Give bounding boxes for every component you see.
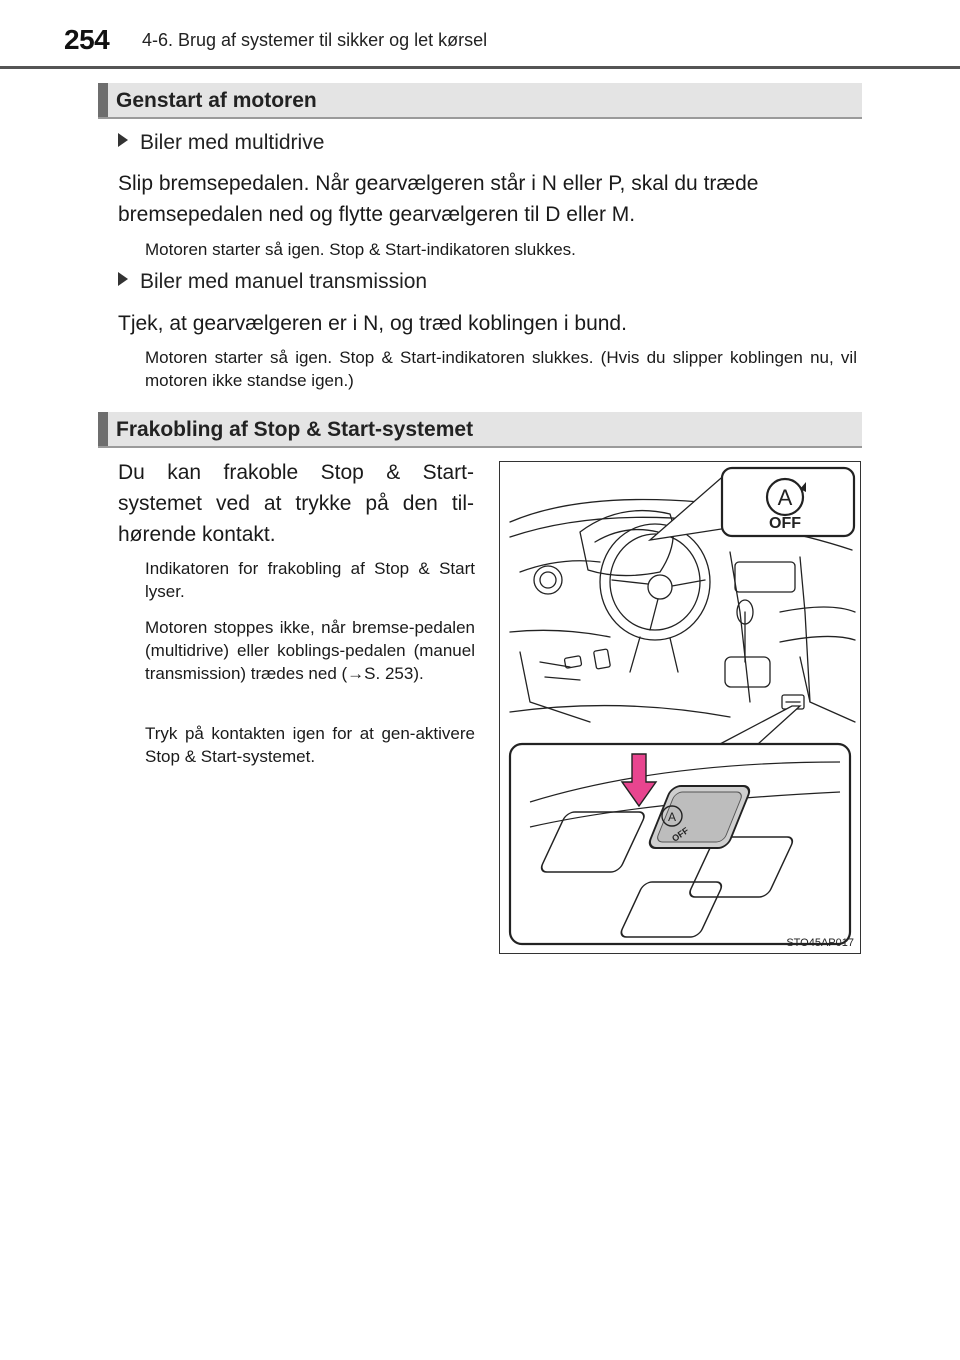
body-disable: Du kan frakoble Stop & Start-systemet ved at trykke på den til-hørende kontakt. — [118, 461, 474, 546]
figure-code: STO45AP017 — [786, 937, 854, 949]
section-title: Frakobling af Stop & Start-systemet — [116, 418, 474, 441]
button-letter: A — [777, 485, 793, 510]
subheading-multidrive — [118, 131, 324, 155]
page-number: 254 — [64, 24, 110, 55]
page-header — [0, 0, 960, 70]
callout-off-switch-detail — [510, 706, 850, 944]
section-title: Genstart af motoren — [116, 89, 317, 112]
small-button-text: OFF — [670, 825, 691, 844]
body-multidrive — [118, 168, 863, 230]
body-manual: Tjek, at gearvælgeren er i N, og træd koblingen i bund. — [118, 312, 627, 335]
small-button-letter: A — [667, 810, 677, 824]
section-heading-disable — [98, 412, 862, 448]
note-reactivate: Tryk på kontakten igen for at gen-aktivere Stop & Start-systemet. — [145, 724, 475, 766]
chapter-title: 4-6. Brug af systemer til sikker og let kørsel — [142, 30, 488, 50]
illustration-drawing — [500, 462, 861, 954]
body-line: bremsepedalen ned og flytte gearvælgeren til D eller M. — [118, 203, 636, 226]
subheading-text: Biler med multidrive — [140, 131, 325, 154]
header-rule — [0, 66, 960, 69]
note-indicator: Indikatoren for frakobling af Stop & Start lyser. — [145, 559, 475, 601]
note-multidrive: Motoren starter så igen. Stop & Start-indikatoren slukkes. — [145, 240, 576, 259]
section-accent — [98, 412, 108, 446]
subheading-manual — [118, 270, 427, 294]
note-manual: Motoren starter så igen. Stop & Start-indikatoren slukkes. (Hvis du slipper koblingen nu, vil motoren ikke standse igen.) — [145, 348, 857, 390]
subheading-text: Biler med manuel transmission — [140, 270, 428, 293]
note-engine: Motoren stoppes ikke, når bremse-pedalen (multidrive) eller koblings-pedalen (manuel transmission) trædes ned (→S. 253). — [145, 618, 475, 683]
button-text: OFF — [769, 515, 801, 532]
callout-off-switch-top — [650, 468, 854, 540]
section-heading-restart — [98, 83, 862, 119]
triangle-bullet-icon — [118, 133, 128, 147]
dashboard-illustration — [499, 461, 861, 954]
body-line: Slip bremsepedalen. Når gearvælgeren står i N eller P, skal du træde — [118, 172, 759, 195]
section-accent — [98, 83, 108, 117]
triangle-bullet-icon — [118, 272, 128, 286]
